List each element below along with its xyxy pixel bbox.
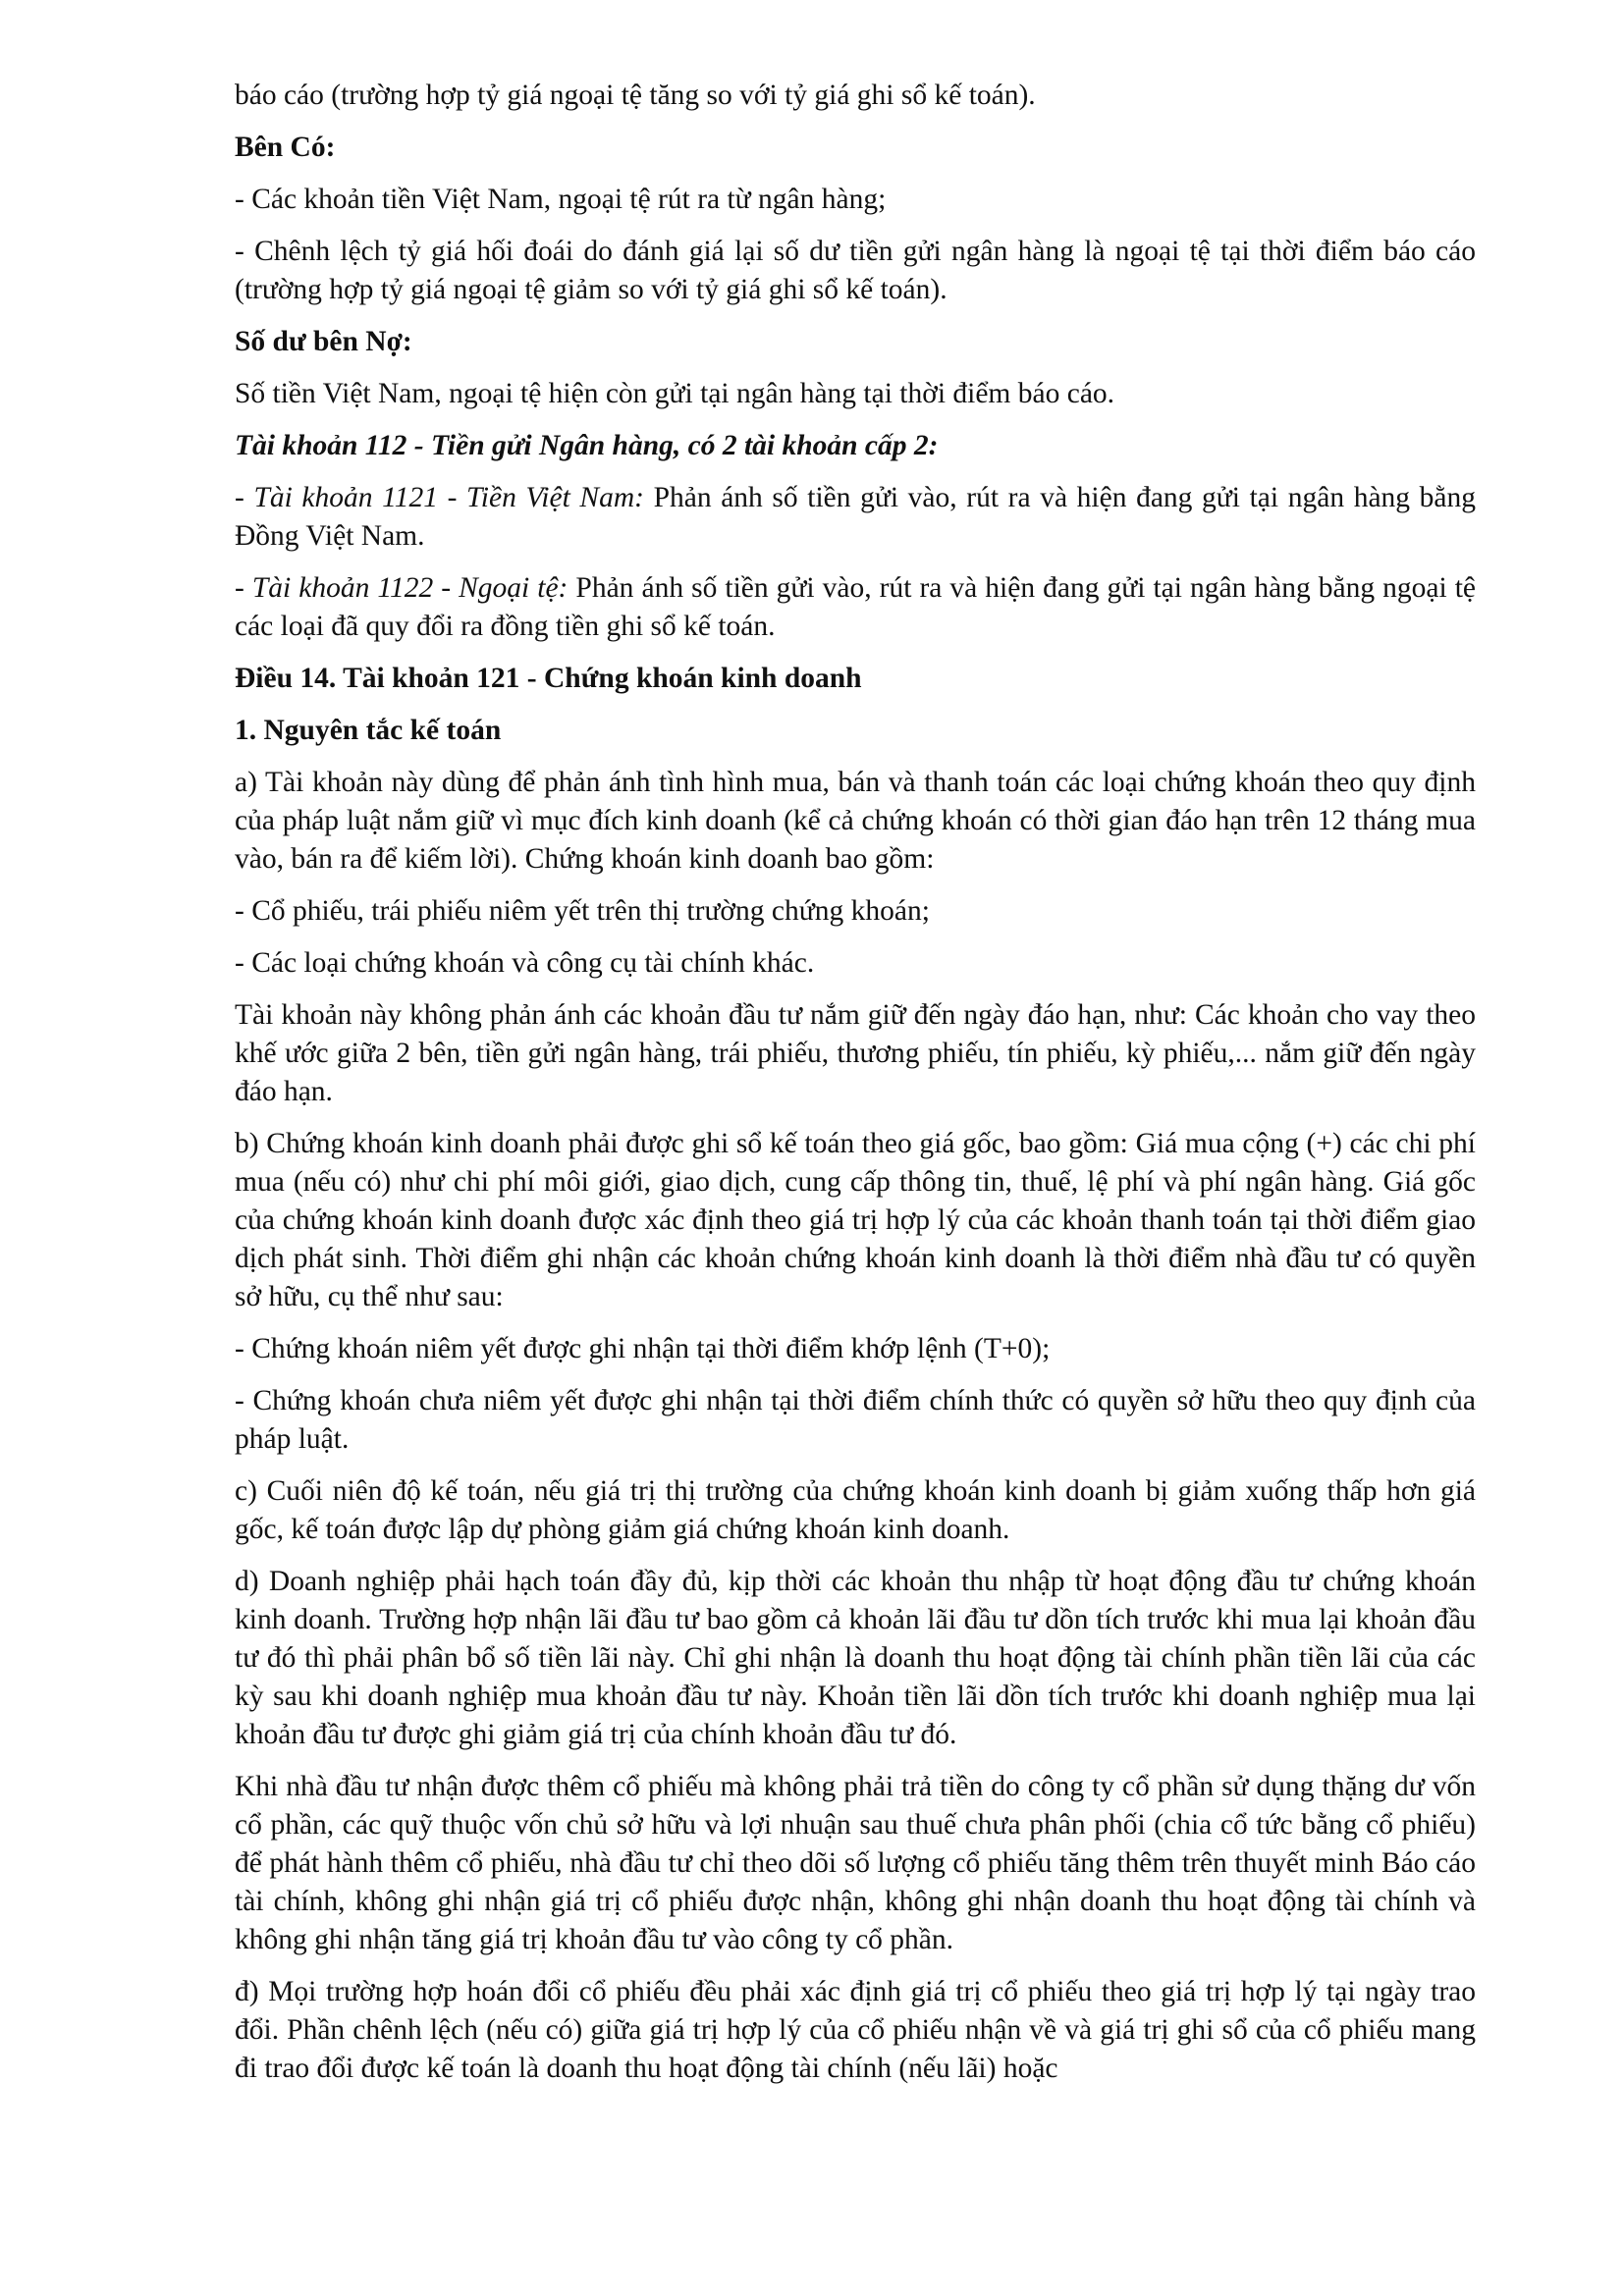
paragraph: - Chứng khoán niêm yết được ghi nhận tại thời điểm khớp lệnh (T+0);	[235, 1333, 1051, 1364]
tk-1122-text: Phản ánh số tiền gửi vào, rút ra và hiện đang gửi tại ngân hàng bằng ngoại tệ các loại đã quy đổi ra đồng tiền ghi sổ kế toán.	[235, 572, 1477, 642]
tk-1121-text: Phản ánh số tiền gửi vào, rút ra và hiện đang gửi tại ngân hàng bằng Đồng Việt Nam.	[235, 482, 1476, 552]
paragraph: báo cáo (trường hợp tỷ giá ngoại tệ tăng so với tỷ giá ghi sổ kế toán).	[235, 80, 1036, 111]
paragraph: - Cổ phiếu, trái phiếu niêm yết trên thị trường chứng khoán;	[235, 895, 930, 927]
paragraph: Tài khoản này không phản ánh các khoản đầu tư nắm giữ đến ngày đáo hạn, như: Các khoản cho vay theo khế ước giữa 2 bên, tiền gửi ngân hàng, trái phiếu, thương phiếu, tín phiếu, kỳ phiếu,... nắm giữ đến ngày đáo hạn.	[235, 999, 1476, 1107]
paragraph: - Các khoản tiền Việt Nam, ngoại tệ rút ra từ ngân hàng;	[235, 184, 887, 215]
tk-1122-label: - Tài khoản 1122 - Ngoại tệ:	[235, 572, 568, 604]
paragraph-tk-1121	[235, 479, 1476, 556]
paragraph: - Chênh lệch tỷ giá hối đoái do đánh giá lại số dư tiền gửi ngân hàng là ngoại tệ tại thời điểm báo cáo (trường hợp tỷ giá ngoại tệ giảm so với tỷ giá ghi sổ kế toán).	[235, 236, 1476, 305]
paragraph: a) Tài khoản này dùng để phản ánh tình hình mua, bán và thanh toán các loại chứng khoán theo quy định của pháp luật nắm giữ vì mục đích kinh doanh (kể cả chứng khoán có thời gian đáo hạn trên 12 tháng mua vào, bán ra để kiếm lời). Chứng khoán kinh doanh bao gồm:	[235, 767, 1476, 875]
heading-nguyen-tac-ke-toan: 1. Nguyên tắc kế toán	[235, 715, 502, 746]
heading-so-du-ben-no: Số dư bên Nợ:	[235, 326, 412, 357]
paragraph: Khi nhà đầu tư nhận được thêm cổ phiếu mà không phải trả tiền do công ty cổ phần sử dụng thặng dư vốn cổ phần, các quỹ thuộc vốn chủ sở hữu và lợi nhuận sau thuế chưa phân phối (chia cổ tức bằng cổ phiếu) để phát hành thêm cổ phiếu, nhà đầu tư chỉ theo dõi số lượng cổ phiếu tăng thêm trên thuyết minh Báo cáo tài chính, không ghi nhận giá trị cổ phiếu được nhận, không ghi nhận doanh thu hoạt động tài chính và không ghi nhận tăng giá trị khoản đầu tư vào công ty cổ phần.	[235, 1771, 1476, 1955]
paragraph: d) Doanh nghiệp phải hạch toán đầy đủ, kịp thời các khoản thu nhập từ hoạt động đầu tư chứng khoán kinh doanh. Trường hợp nhận lãi đầu tư bao gồm cả khoản lãi đầu tư dồn tích trước khi mua lại khoản đầu tư đó thì phải phân bổ số tiền lãi này. Chỉ ghi nhận là doanh thu hoạt động tài chính phần tiền lãi của các kỳ sau khi doanh nghiệp mua khoản đầu tư này. Khoản tiền lãi dồn tích trước khi doanh nghiệp mua lại khoản đầu tư được ghi giảm giá trị của chính khoản đầu tư đó.	[235, 1566, 1476, 1750]
document-page	[235, 77, 1476, 2102]
paragraph: - Chứng khoán chưa niêm yết được ghi nhận tại thời điểm chính thức có quyền sở hữu theo quy định của pháp luật.	[235, 1385, 1476, 1455]
heading-dieu-14: Điều 14. Tài khoản 121 - Chứng khoán kinh doanh	[235, 663, 862, 694]
paragraph: - Các loại chứng khoán và công cụ tài chính khác.	[235, 947, 815, 979]
paragraph: c) Cuối niên độ kế toán, nếu giá trị thị trường của chứng khoán kinh doanh bị giảm xuống thấp hơn giá gốc, kế toán được lập dự phòng giảm giá chứng khoán kinh doanh.	[235, 1475, 1476, 1545]
tk-1121-label: - Tài khoản 1121 - Tiền Việt Nam:	[235, 482, 644, 513]
paragraph: đ) Mọi trường hợp hoán đổi cổ phiếu đều phải xác định giá trị cổ phiếu theo giá trị hợp lý tại ngày trao đổi. Phần chênh lệch (nếu có) giữa giá trị hợp lý của cổ phiếu nhận về và giá trị ghi sổ của cổ phiếu mang đi trao đổi được kế toán là doanh thu hoạt động tài chính (nếu lãi) hoặc	[235, 1976, 1476, 2084]
paragraph-tk-1122	[235, 569, 1476, 646]
heading-ben-co: Bên Có:	[235, 132, 336, 163]
paragraph: Số tiền Việt Nam, ngoại tệ hiện còn gửi tại ngân hàng tại thời điểm báo cáo.	[235, 378, 1115, 409]
paragraph: b) Chứng khoán kinh doanh phải được ghi sổ kế toán theo giá gốc, bao gồm: Giá mua cộng (+) các chi phí mua (nếu có) như chi phí môi giới, giao dịch, cung cấp thông tin, thuế, lệ phí và phí ngân hàng. Giá gốc của chứng khoán kinh doanh được xác định theo giá trị hợp lý của các khoản thanh toán tại thời điểm giao dịch phát sinh. Thời điểm ghi nhận các khoản chứng khoán kinh doanh là thời điểm nhà đầu tư có quyền sở hữu, cụ thể như sau:	[235, 1128, 1476, 1312]
heading-tai-khoan-112: Tài khoản 112 - Tiền gửi Ngân hàng, có 2 tài khoản cấp 2:	[235, 430, 939, 461]
